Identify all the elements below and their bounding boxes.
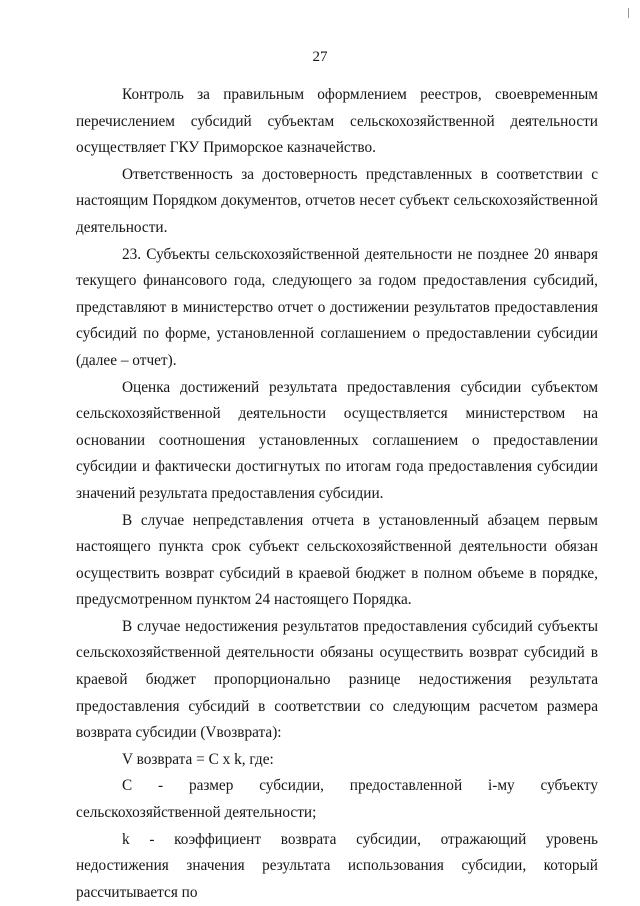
- paragraph-item-23-report: 23. Субъекты сельскохозяйственной деятельности не позднее 20 января текущего финансового года, следующего за годом предоставления субсидий, представляют в министерство отчет о достижении результатов предоставления субсидий по форме, установленной соглашением о предоставлении субсидии (далее – отчет).: [76, 245, 598, 369]
- paragraph-treasury-control: Контроль за правильным оформлением реестров, своевременным перечислением субсидий субъектам сельскохозяйственной деятельности осуществляет ГКУ Приморское казначейство.: [76, 86, 598, 157]
- return-formula: V возврата = C x k, где:: [122, 750, 274, 768]
- page-number: 27: [312, 49, 328, 65]
- definition-c-word: -: [158, 777, 164, 795]
- body-text: [76, 82, 598, 906]
- definition-c-first-line: [122, 773, 598, 800]
- paragraph-responsibility: Ответственность за достоверность представленных в соответствии с настоящим Порядком документов, отчетов несет субъект сельскохозяйственной деятельности.: [76, 165, 598, 236]
- definition-c-word: субъекту: [540, 777, 598, 795]
- definition-c: [76, 773, 598, 826]
- definition-c-word: С: [122, 777, 133, 795]
- definition-c-word: i-му: [487, 777, 515, 795]
- paragraph-assessment: Оценка достижений результата предоставления субсидии субъектом сельскохозяйственной деятельности осуществляется министерством на основании соотношения установленных соглашением о предоставлении субсидии и фактически достигнутых по итогам года предоставления субсидии значений результата предоставления субсидии.: [76, 378, 598, 502]
- scan-mark: [628, 8, 632, 18]
- definition-c-continuation: сельскохозяйственной деятельности;: [76, 804, 317, 822]
- definition-c-word: размер: [188, 777, 234, 795]
- paragraph-non-submission: В случае непредставления отчета в установленный абзацем первым настоящего пункта срок субъект сельскохозяйственной деятельности обязан осуществить возврат субсидий в краевой бюджет в полном объеме в порядке, предусмотренном пунктом 24 настоящего Порядка.: [76, 511, 598, 609]
- definition-c-word: предоставленной: [349, 777, 463, 795]
- definition-k: k - коэффициент возврата субсидии, отражающий уровень недостижения значения результата использования субсидии, который рассчитывается по: [76, 830, 598, 901]
- definition-c-word: субсидии,: [259, 777, 324, 795]
- paragraph-non-achievement: В случае недостижения результатов предоставления субсидий субъекты сельскохозяйственной деятельности обязаны осуществить возврат субсидий в краевой бюджет пропорционально разнице недостижения результата предоставления субсидий в соответствии со следующим расчетом размера возврата субсидии (Vвозврата):: [76, 617, 598, 742]
